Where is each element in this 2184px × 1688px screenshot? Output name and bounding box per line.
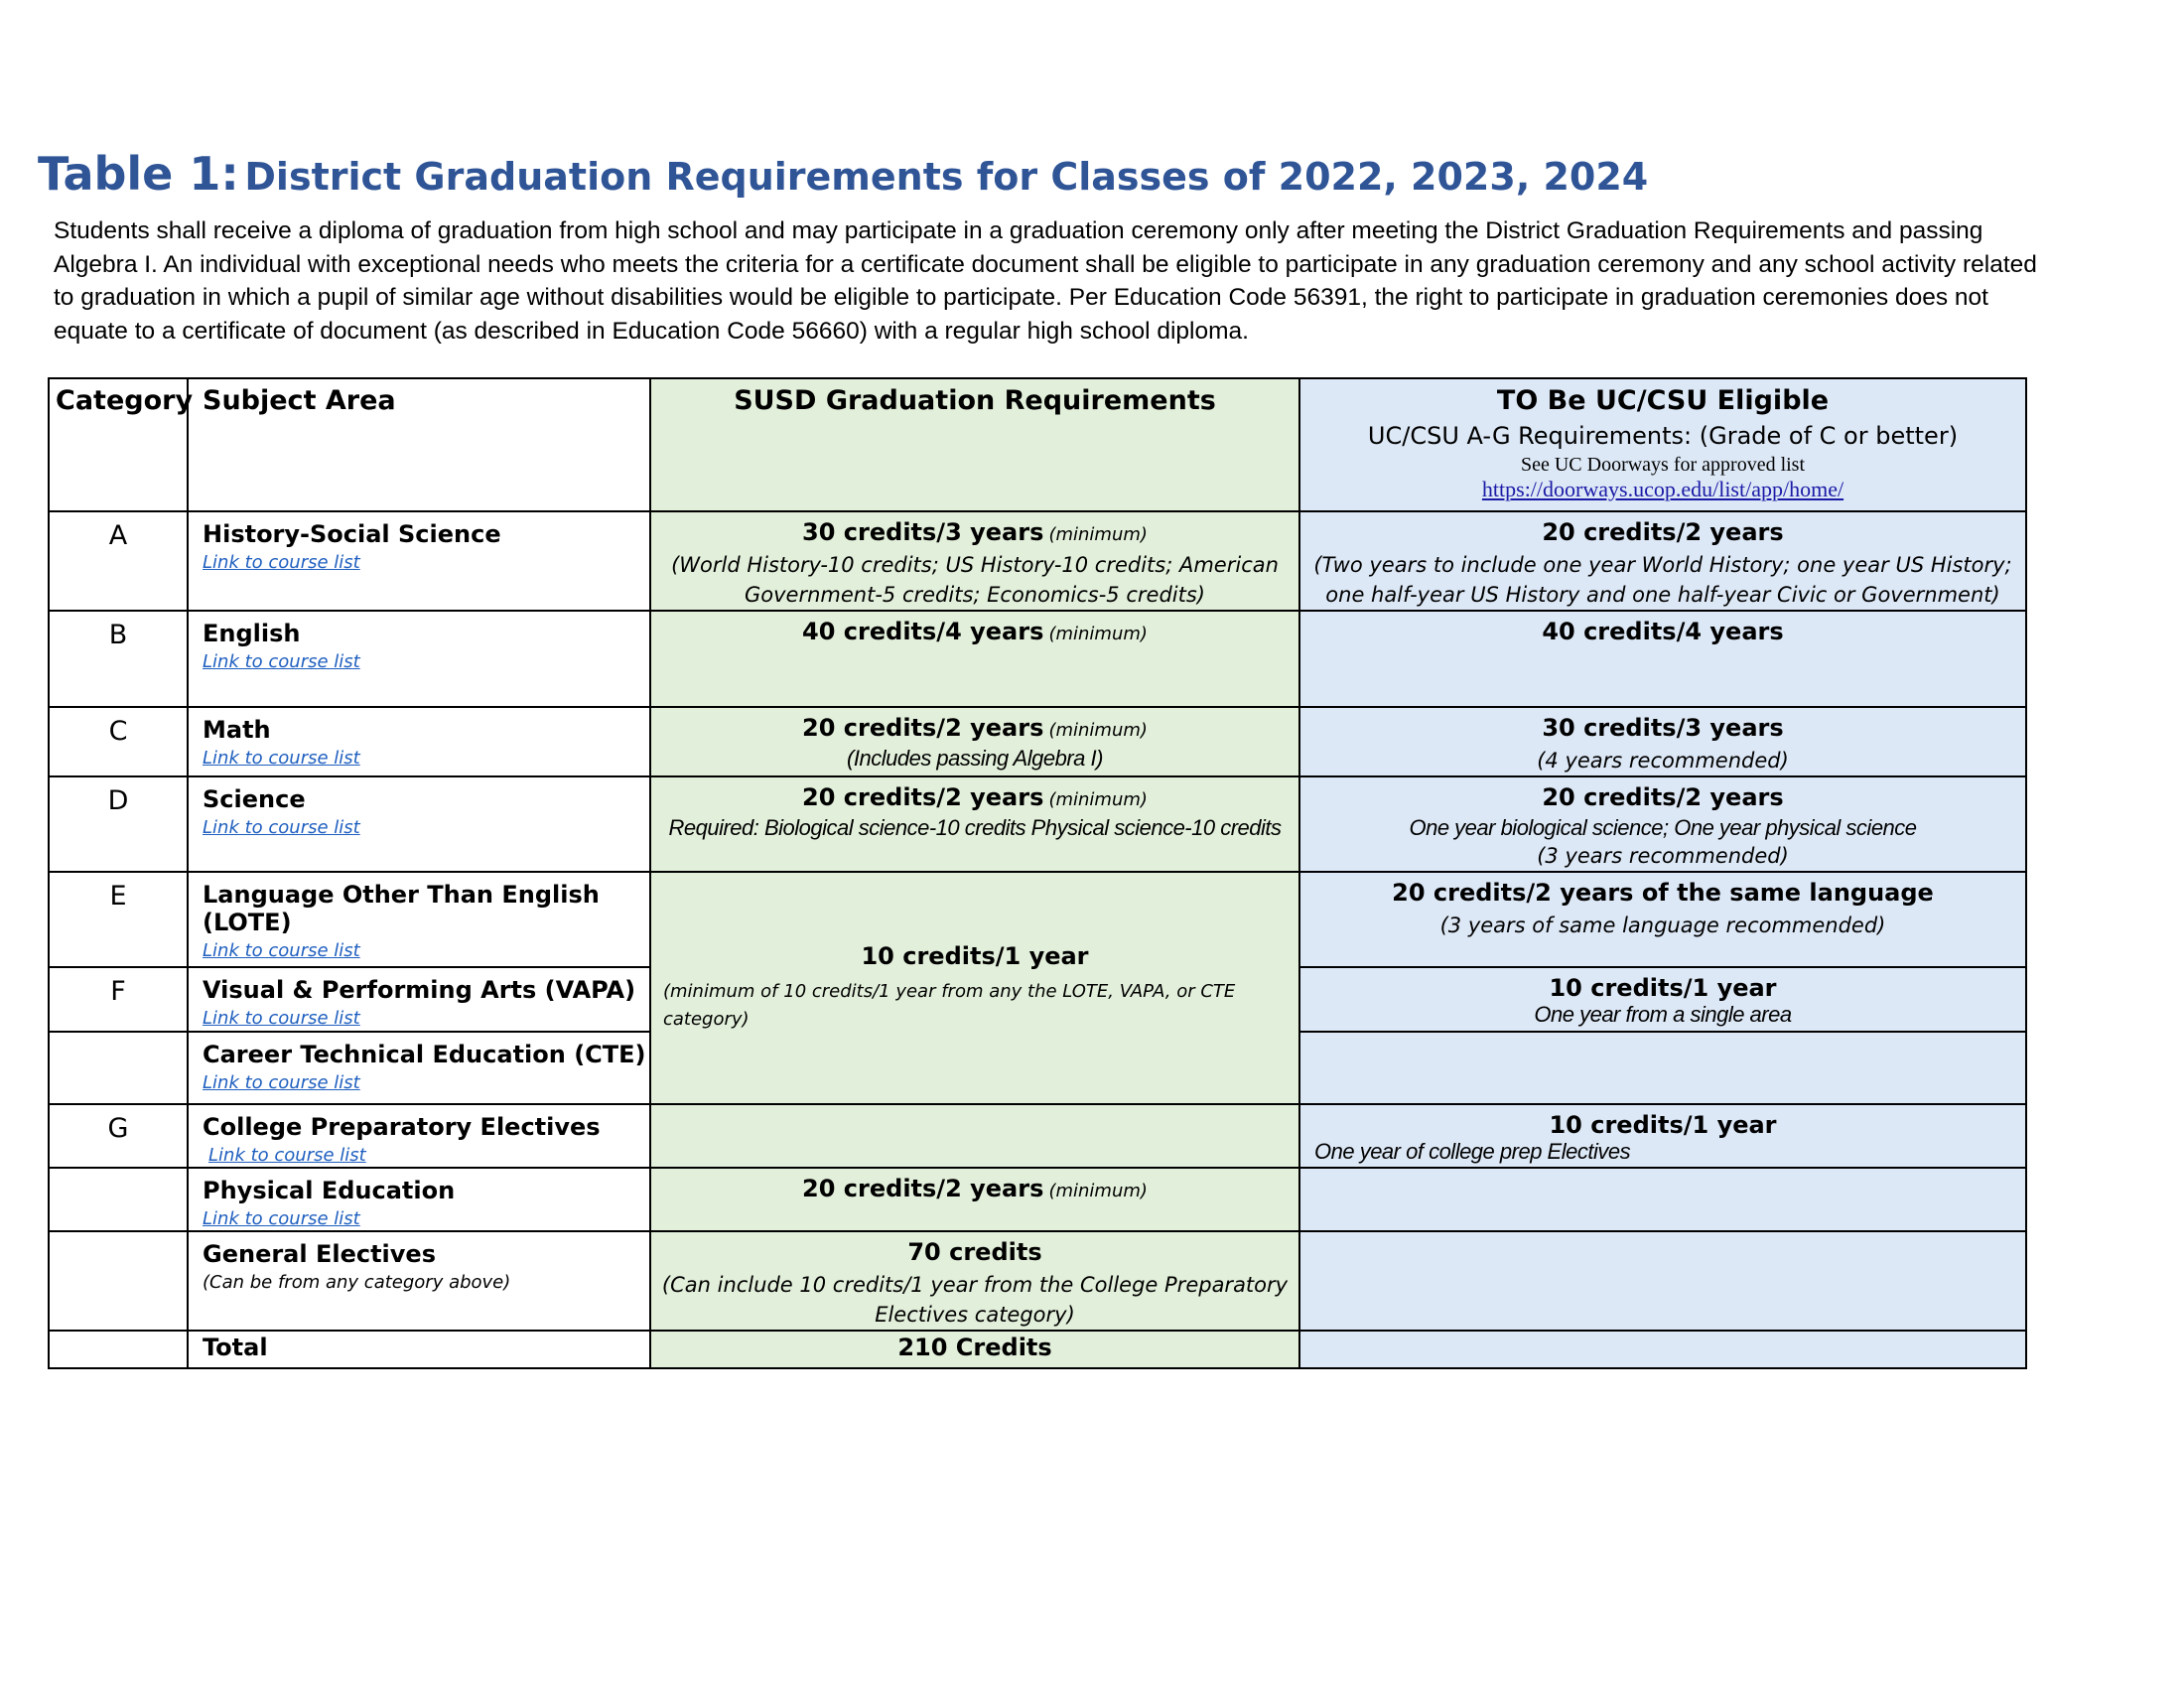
susd-requirement: 10 credits/1 year xyxy=(861,942,1089,970)
total-credits: 210 Credits xyxy=(897,1334,1052,1361)
uc-cell xyxy=(1299,1231,2026,1331)
header-uc-see: See UC Doorways for approved list xyxy=(1520,454,1806,476)
uc-requirement: 20 credits/2 years xyxy=(1542,783,1784,811)
course-list-link[interactable]: Link to course list xyxy=(203,1072,360,1093)
minimum-note: (minimum) xyxy=(1048,1181,1148,1201)
table-row xyxy=(49,1104,2026,1168)
table-row xyxy=(49,776,2026,872)
uc-note: (4 years recommended) xyxy=(1537,749,1789,773)
uc-note-2: (3 years recommended) xyxy=(1537,844,1789,868)
subject-name: Language Other Than English (LOTE) xyxy=(203,881,600,936)
susd-cell xyxy=(650,776,1299,872)
header-uc-subtitle: UC/CSU A-G Requirements: (Grade of C or better) xyxy=(1367,422,1959,450)
susd-cell xyxy=(650,1331,1299,1368)
header-uc xyxy=(1299,378,2026,511)
subject-name: Visual & Performing Arts (VAPA) xyxy=(203,976,636,1004)
header-category: Category xyxy=(49,378,188,511)
susd-note: (minimum of 10 credits/1 year from any the LOTE, VAPA, or CTE category) xyxy=(663,981,1236,1030)
uc-cell xyxy=(1299,776,2026,872)
category-cell: G xyxy=(49,1104,188,1168)
susd-cell xyxy=(650,611,1299,707)
total-row xyxy=(49,1331,2026,1368)
subject-cell xyxy=(188,611,650,707)
course-list-link[interactable]: Link to course list xyxy=(208,1145,366,1166)
uc-requirement: 20 credits/2 years xyxy=(1542,518,1784,546)
uc-requirement: 30 credits/3 years xyxy=(1542,714,1784,742)
category-cell: E xyxy=(49,872,188,967)
subject-name: English xyxy=(203,620,301,647)
susd-cell xyxy=(650,1168,1299,1231)
uc-cell xyxy=(1299,611,2026,707)
page-title xyxy=(38,147,1648,201)
subject-cell xyxy=(188,511,650,611)
uc-cell xyxy=(1299,1331,2026,1368)
uc-cell xyxy=(1299,1032,2026,1104)
table-row xyxy=(49,707,2026,776)
susd-cell-lote-vapa-cte xyxy=(650,872,1299,1104)
minimum-note: (minimum) xyxy=(1048,720,1148,741)
minimum-note: (minimum) xyxy=(1048,789,1148,810)
uc-cell xyxy=(1299,1104,2026,1168)
subject-name: Science xyxy=(203,785,306,813)
subject-cell xyxy=(188,1331,650,1368)
susd-cell xyxy=(650,707,1299,776)
susd-requirement: 20 credits/2 years xyxy=(802,783,1044,811)
minimum-note: (minimum) xyxy=(1048,524,1148,545)
category-cell xyxy=(49,1032,188,1104)
course-list-link[interactable]: Link to course list xyxy=(203,748,360,769)
susd-cell xyxy=(650,1104,1299,1168)
susd-requirement: 20 credits/2 years xyxy=(802,714,1044,742)
subject-name: Math xyxy=(203,716,271,744)
header-susd xyxy=(650,378,1299,511)
uc-note: One year of college prep Electives xyxy=(1314,1139,1631,1164)
table-row xyxy=(49,1231,2026,1331)
table-row xyxy=(49,511,2026,611)
subject-cell xyxy=(188,1231,650,1331)
course-list-link[interactable]: Link to course list xyxy=(203,1008,360,1029)
subject-name: General Electives xyxy=(203,1240,436,1268)
uc-cell xyxy=(1299,872,2026,967)
susd-note: Required: Biological science-10 credits Physical science-10 credits xyxy=(668,815,1282,840)
minimum-note: (minimum) xyxy=(1048,624,1148,644)
requirements-table xyxy=(48,377,2027,1369)
susd-requirement: 20 credits/2 years xyxy=(802,1175,1044,1202)
susd-note: (World History-10 credits; US History-10 credits; American Government-5 credits; Economics-5 credits) xyxy=(671,553,1279,607)
header-susd-label: SUSD Graduation Requirements xyxy=(734,385,1216,416)
uc-requirement: 10 credits/1 year xyxy=(1549,974,1777,1002)
uc-requirement: 40 credits/4 years xyxy=(1542,618,1784,645)
uc-requirement: 20 credits/2 years of the same language xyxy=(1392,879,1934,907)
subject-cell xyxy=(188,707,650,776)
table-row xyxy=(49,1168,2026,1231)
uc-cell xyxy=(1299,1168,2026,1231)
course-list-link[interactable]: Link to course list xyxy=(203,940,360,961)
subject-name: Physical Education xyxy=(203,1177,456,1204)
category-cell xyxy=(49,1231,188,1331)
subject-cell xyxy=(188,776,650,872)
susd-requirement: 40 credits/4 years xyxy=(802,618,1044,645)
category-cell: C xyxy=(49,707,188,776)
uc-cell xyxy=(1299,511,2026,611)
susd-requirement: 30 credits/3 years xyxy=(802,518,1044,546)
subject-cell xyxy=(188,872,650,967)
susd-note: (Can include 10 credits/1 year from the College Preparatory Electives category) xyxy=(661,1273,1289,1327)
table-title: District Graduation Requirements for Classes of 2022, 2023, 2024 xyxy=(244,155,1649,199)
category-cell: D xyxy=(49,776,188,872)
course-list-link[interactable]: Link to course list xyxy=(203,552,360,573)
subject-name: History-Social Science xyxy=(203,520,501,548)
category-cell: A xyxy=(49,511,188,611)
susd-cell xyxy=(650,1231,1299,1331)
course-list-link[interactable]: Link to course list xyxy=(203,817,360,838)
uc-cell xyxy=(1299,967,2026,1032)
category-cell xyxy=(49,1331,188,1368)
subject-cell xyxy=(188,967,650,1032)
category-cell xyxy=(49,1168,188,1231)
table-header-row xyxy=(49,378,2026,511)
subject-note: (Can be from any category above) xyxy=(203,1272,511,1293)
uc-doorways-link[interactable]: https://doorways.ucop.edu/list/app/home/ xyxy=(1481,477,1844,501)
category-cell: F xyxy=(49,967,188,1032)
course-list-link[interactable]: Link to course list xyxy=(203,1208,360,1229)
uc-note: (Two years to include one year World History; one year US History; one half-year US History and one half-year Civic or Government) xyxy=(1313,553,2012,607)
table-row xyxy=(49,872,2026,967)
susd-note: (Includes passing Algebra I) xyxy=(847,746,1103,771)
subject-cell xyxy=(188,1104,650,1168)
header-subject-area: Subject Area xyxy=(188,378,650,511)
total-label: Total xyxy=(203,1334,268,1361)
uc-note: One year biological science; One year physical science xyxy=(1409,815,1917,840)
table-row xyxy=(49,611,2026,707)
table-label: Table 1: xyxy=(38,147,239,201)
subject-name: College Preparatory Electives xyxy=(203,1113,601,1141)
susd-cell xyxy=(650,511,1299,611)
uc-note: One year from a single area xyxy=(1534,1002,1792,1027)
subject-cell xyxy=(188,1032,650,1104)
category-cell: B xyxy=(49,611,188,707)
header-uc-title: TO Be UC/CSU Eligible xyxy=(1496,385,1830,416)
uc-cell xyxy=(1299,707,2026,776)
uc-requirement: 10 credits/1 year xyxy=(1549,1111,1777,1139)
course-list-link[interactable]: Link to course list xyxy=(203,651,360,672)
intro-paragraph: Students shall receive a diploma of graduation from high school and may participate in a graduation ceremony only after meeting the District Graduation Requirements and passing Algebra I. An individual with exceptional needs who meets the criteria for a certificate document shall be eligible to participate in any graduation ceremony and any school activity related to graduation in which a pupil of similar age without disabilities would be eligible to participate. Per Education Code 56391, the right to participate in graduation ceremonies does not equate to a certificate of document (as described in Education Code 56660) with a regular high school diploma. xyxy=(54,217,2037,345)
susd-requirement: 70 credits xyxy=(907,1238,1042,1266)
subject-cell xyxy=(188,1168,650,1231)
uc-note: (3 years of same language recommended) xyxy=(1439,914,1886,937)
subject-name: Career Technical Education (CTE) xyxy=(203,1041,646,1068)
